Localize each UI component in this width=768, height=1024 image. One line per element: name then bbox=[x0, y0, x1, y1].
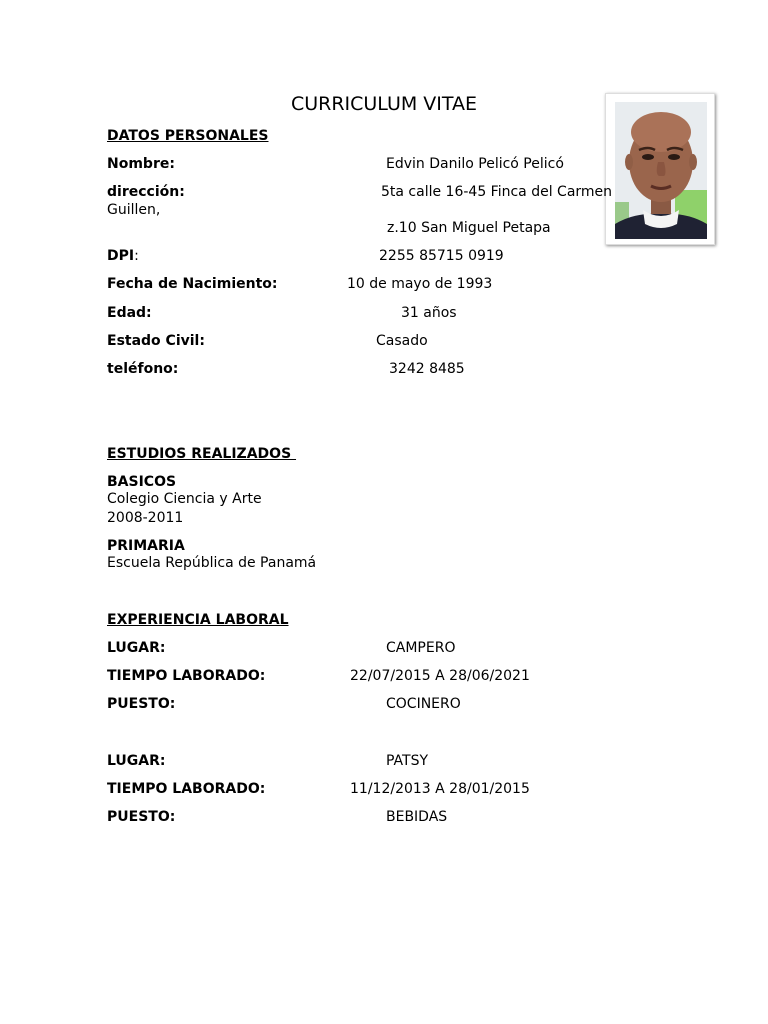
dpi-value: 2255 85715 0919 bbox=[379, 248, 504, 264]
dpi-label-row bbox=[107, 248, 139, 265]
telefono-value: 3242 8485 bbox=[389, 361, 465, 377]
job-1-lugar-label: LUGAR: bbox=[107, 640, 166, 656]
telefono-label: teléfono: bbox=[107, 361, 179, 377]
dpi-colon: : bbox=[134, 248, 139, 264]
edad-value: 31 años bbox=[401, 305, 457, 321]
experience-heading: EXPERIENCIA LABORAL bbox=[107, 612, 289, 628]
job-2-lugar-value: PATSY bbox=[386, 753, 429, 769]
basicos-years: 2008-2011 bbox=[107, 510, 184, 526]
job-1-lugar-value: CAMPERO bbox=[386, 640, 456, 656]
basicos-school: Colegio Ciencia y Arte bbox=[107, 491, 262, 507]
document-title: CURRICULUM VITAE bbox=[290, 93, 478, 115]
profile-photo bbox=[605, 93, 715, 245]
job-2-lugar-label: LUGAR: bbox=[107, 753, 166, 769]
direccion-value-wrap: Guillen, bbox=[107, 202, 161, 218]
personal-data-heading: DATOS PERSONALES bbox=[107, 128, 269, 144]
direccion-value-line1: 5ta calle 16-45 Finca del Carmen bbox=[381, 184, 613, 200]
job-1-puesto-label: PUESTO: bbox=[107, 696, 176, 712]
job-2-puesto-value: BEBIDAS bbox=[386, 809, 448, 825]
job-1-puesto-value: COCINERO bbox=[386, 696, 461, 712]
primaria-label: PRIMARIA bbox=[107, 538, 185, 554]
edad-label: Edad: bbox=[107, 305, 152, 321]
job-2-tiempo-label: TIEMPO LABORADO: bbox=[107, 781, 266, 797]
job-2-puesto-label: PUESTO: bbox=[107, 809, 176, 825]
primaria-school: Escuela República de Panamá bbox=[107, 555, 317, 571]
nombre-value: Edvin Danilo Pelicó Pelicó bbox=[386, 156, 564, 172]
job-1-tiempo-label: TIEMPO LABORADO: bbox=[107, 668, 266, 684]
studies-heading: ESTUDIOS REALIZADOS bbox=[107, 446, 297, 462]
direccion-label: dirección: bbox=[107, 184, 185, 200]
portrait-image bbox=[615, 102, 707, 239]
estado-civil-label: Estado Civil: bbox=[107, 333, 205, 349]
dpi-label: DPI bbox=[107, 248, 135, 264]
basicos-label: BASICOS bbox=[107, 474, 177, 490]
fecha-nacimiento-value: 10 de mayo de 1993 bbox=[347, 276, 493, 292]
direccion-value-line2: z.10 San Miguel Petapa bbox=[387, 220, 551, 236]
nombre-label: Nombre: bbox=[107, 156, 175, 172]
estado-civil-value: Casado bbox=[376, 333, 428, 349]
job-1-tiempo-value: 22/07/2015 A 28/06/2021 bbox=[350, 668, 530, 684]
job-2-tiempo-value: 11/12/2013 A 28/01/2015 bbox=[350, 781, 530, 797]
fecha-nacimiento-label: Fecha de Nacimiento: bbox=[107, 276, 278, 292]
